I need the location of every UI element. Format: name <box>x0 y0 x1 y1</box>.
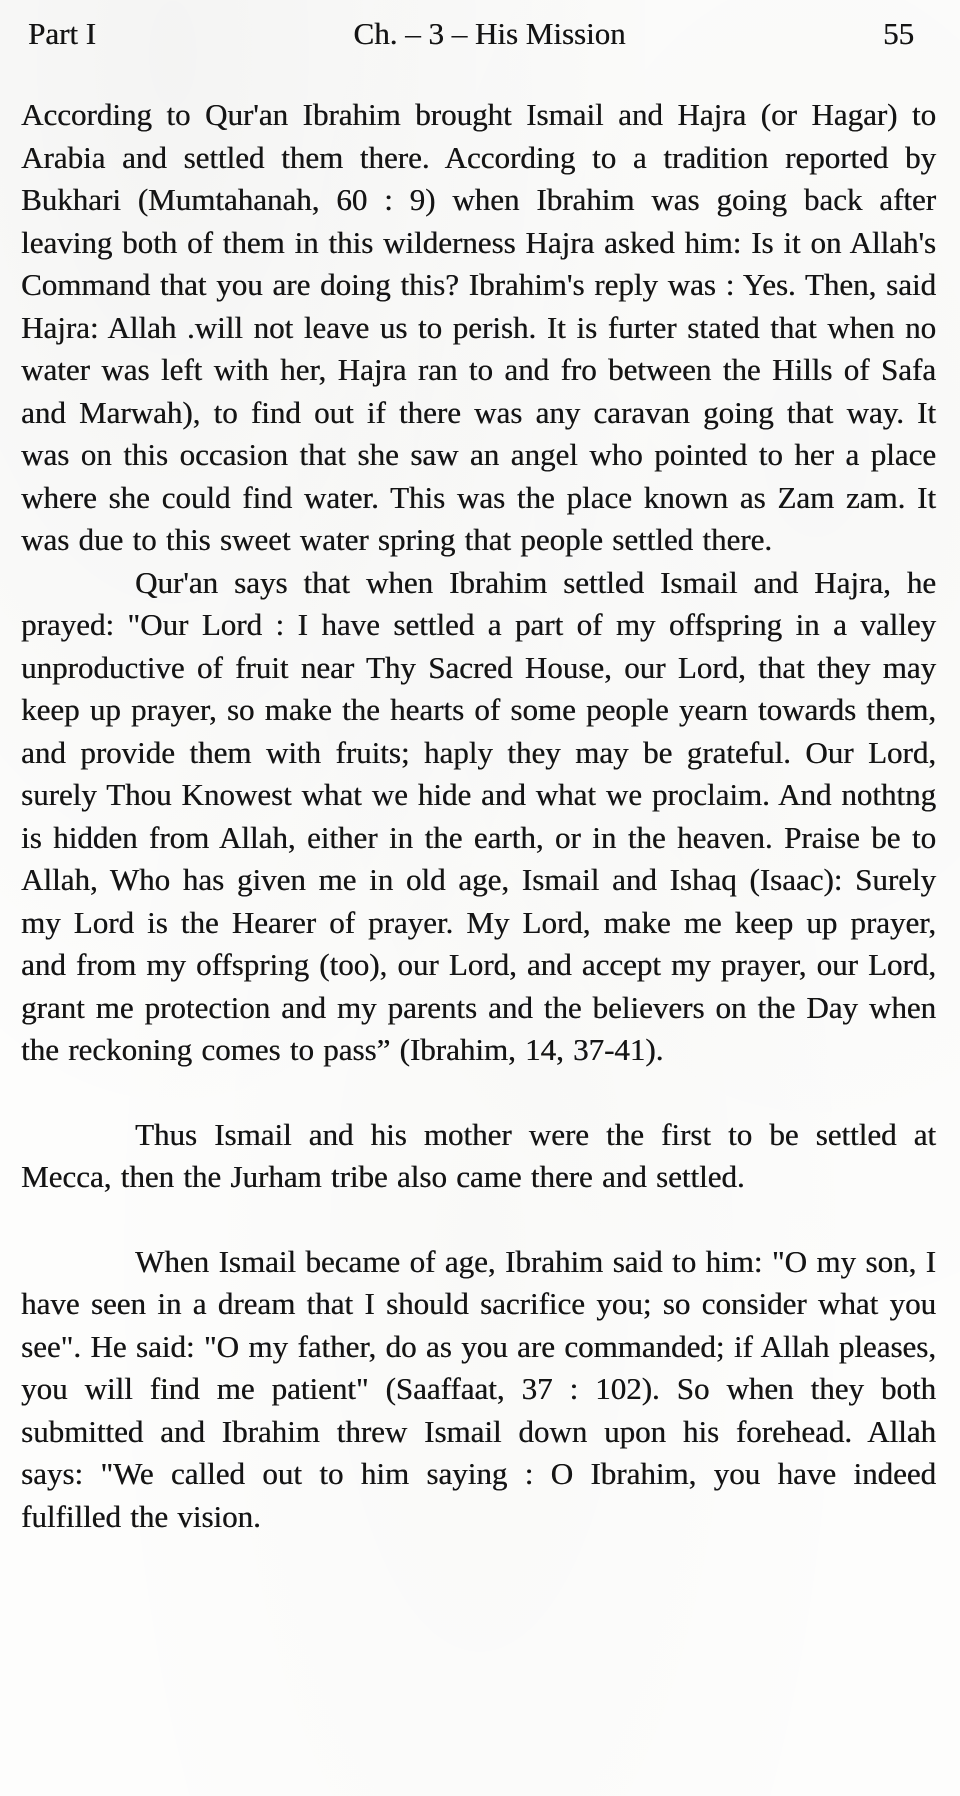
body-paragraph: According to Qur'an Ibrahim brought Ismail and Hajra (or Hagar) to Arabia and settled them there. According to a tradition reported by Bukhari (Mumtahanah, 60 : 9) when Ibrahim was going back after leaving both of them in this wilderness Hajra asked him: Is it on Allah's Command that you are doing this? Ibrahim's reply was : Yes. Then, said Hajra: Allah .will not leave us to perish. It is furter stated that when no water was left with her, Hajra ran to and fro between the Hills of Safa and Marwah), to find out if there was any caravan going that way. It was on this occasion that she saw an angel who pointed to her a place where she could find water. This was the place known as Zam zam. It was due to this sweet water spring that people settled there. <box>21 97 936 557</box>
page-body-text <box>0 94 960 1538</box>
body-paragraph: When Ismail became of age, Ibrahim said to him: "O my son, I have seen in a dream that I should sacrifice you; so consider what you see". He said: "O my father, do as you are commanded; if Allah pleases, you will find me patient" (Saaffaat, 37 : 102). So when they both submitted and Ibrahim threw Ismail down upon his forehead. Allah says: "We called out to him saying : O Ibrahim, you have indeed fulfilled the vision. <box>21 1243 936 1534</box>
body-paragraph: Qur'an says that when Ibrahim settled Ismail and Hajra, he prayed: "Our Lord : I have settled a part of my offspring in a valley unproductive of fruit near Thy Sacred House, our Lord, that they may keep up prayer, so make the hearts of some people yearn towards them, and provide them with fruits; haply they may be grateful. Our Lord, surely Thou Knowest what we hide and what we proclaim. And nothtng is hidden from Allah, either in the earth, or in the heaven. Praise be to Allah, Who has given me in old age, Ismail and Ishaq (Isaac): Surely my Lord is the Hearer of prayer. My Lord, make me keep up prayer, and from my offspring (too), our Lord, and accept my prayer, our Lord, grant me protection and my parents and the believers on the Day when the reckoning comes to pass” (Ibrahim, 14, 37-41). <box>21 564 936 1067</box>
body-paragraph: Thus Ismail and his mother were the first to be settled at Mecca, then the Jurham tribe also came there and settled. <box>21 1116 936 1194</box>
header-part-label: Part I <box>28 16 97 51</box>
page-header <box>0 0 960 52</box>
header-chapter-title: Ch. – 3 – His Mission <box>353 16 626 51</box>
header-page-number: 55 <box>883 16 914 51</box>
